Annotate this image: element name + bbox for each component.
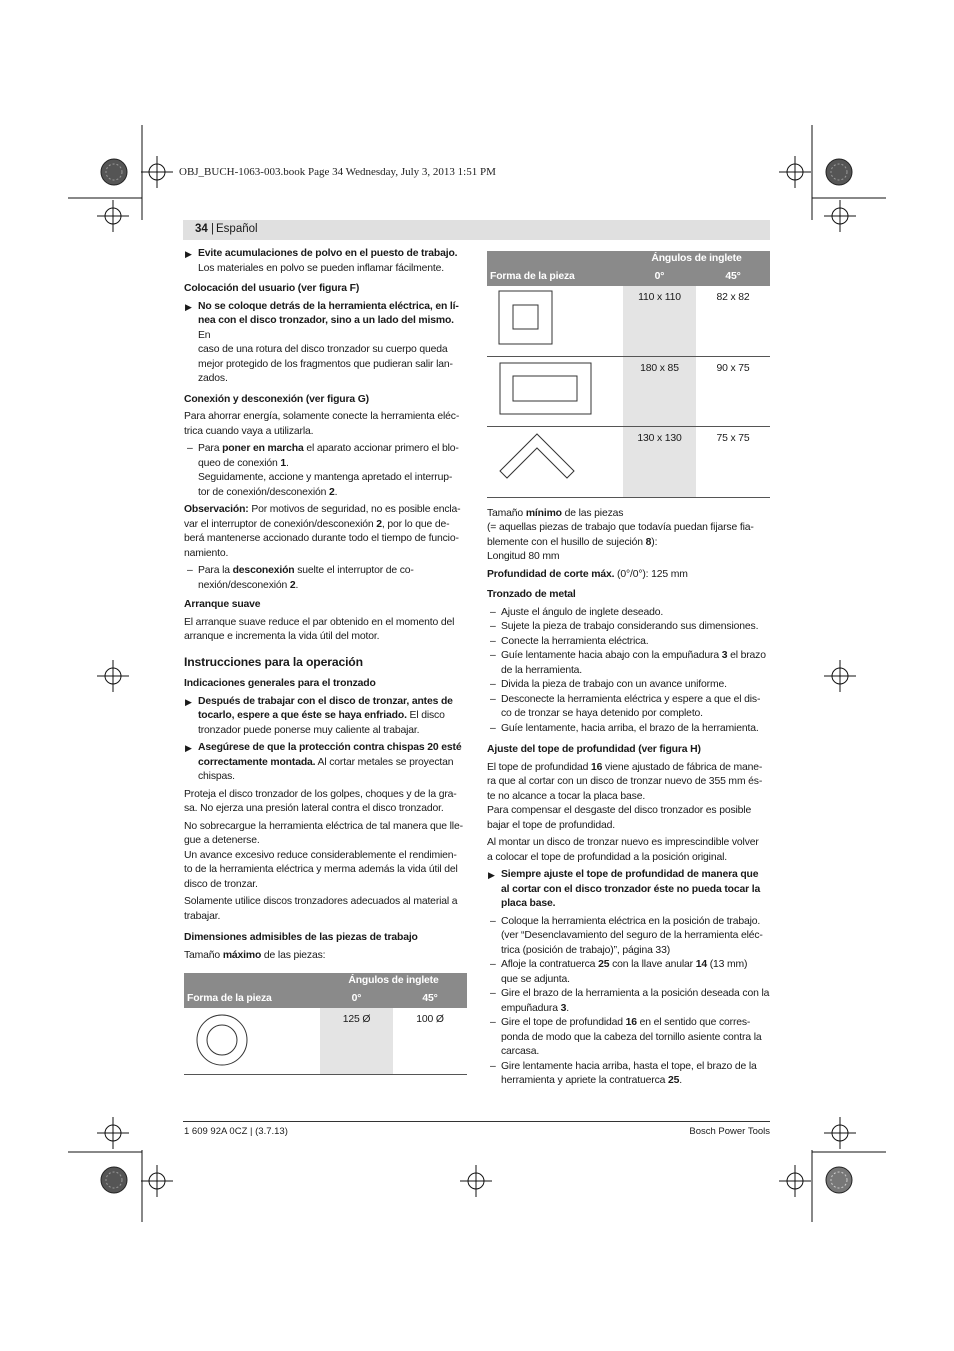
list-item: – Guíe lentamente, hacia arriba, el brazo de la herramienta. — [490, 722, 759, 734]
list-item: – Guíe lentamente hacia abajo con la empuñadura 3 el brazo de la herramienta. — [490, 650, 766, 676]
table-header-shape: Forma de la pieza — [184, 990, 320, 1008]
footer-divider — [183, 1121, 770, 1122]
paragraph-ahorrar: Para ahorrar energía, solamente conecte la herramienta eléc- trica cuando vaya a utilizarla. — [184, 411, 460, 437]
table-header-45: 45° — [696, 268, 770, 286]
triangle-bullet-icon: ▶ — [185, 301, 192, 312]
heading-ajuste-tope: Ajuste del tope de profundidad (ver figura H) — [487, 744, 701, 755]
right-column — [487, 251, 770, 1089]
paragraph-arranque: El arranque suave reduce el par obtenido en el momento del arranque e incrementa la vida útil del motor. — [184, 616, 455, 642]
table-header-shape: Forma de la pieza — [487, 268, 623, 286]
step-desconexion: – Para la desconexión suelte el interruptor de co- nexión/desconexión 2. — [187, 565, 414, 591]
value-45: 90 x 75 — [696, 356, 770, 427]
table-min-dimensions — [487, 251, 770, 498]
triangle-bullet-icon: ▶ — [185, 249, 192, 259]
rectangle-icon — [487, 357, 623, 421]
table-row — [487, 427, 770, 498]
paragraph-tamano-minimo: Tamaño mínimo de las piezas (= aquellas piezas de trabajo que todavía puedan fijarse fia- blemente con el husillo de sujeción 8): Longitud 80 mm — [487, 507, 754, 562]
triangle-bullet-icon: ▶ — [185, 743, 192, 753]
table-header-0: 0° — [320, 990, 393, 1008]
list-item: – Conecte la herramienta eléctrica. — [490, 635, 649, 647]
paragraph-observacion: Observación: Por motivos de seguridad, no es posible encla- var el interruptor de conexión/desconexión 2, por lo que de- berá mantenerse accionado durante todo el tiempo de funcio- namiento. — [184, 504, 461, 559]
angle-profile-icon — [487, 427, 623, 491]
paragraph-no-sobrecargue: No sobrecargue la herramienta eléctrica de tal manera que lle- gue a detenerse. Un avance excesivo reduce considerablemente el rendimien- to de la herramienta eléctrica y merma además la vida útil del disco de tronzar. — [184, 820, 463, 890]
paragraph-tope: El tope de profundidad 16 viene ajustado de fábrica de mane- ra que al cortar con un disco de tronzar nuevo de 355 mm és- te no alcance a tocar la placa base. Para compensar el desgaste del disco tronzador es posible bajar el tope de profundidad. — [487, 761, 763, 831]
list-item: – Ajuste el ángulo de inglete deseado. — [490, 606, 664, 618]
left-column — [184, 247, 467, 1075]
table-header-45: 45° — [393, 990, 467, 1008]
step-poner-marcha: – Para poner en marcha el aparato accionar primero el blo- queo de conexión 1. Seguidamente, accione y mantenga apretado el interrup- tor de conexión/desconexión 2. — [187, 443, 459, 498]
value-0: 180 x 85 — [623, 356, 696, 427]
list-item: – Gire el brazo de la herramienta a la posición deseada con la empuñadura 3. — [490, 988, 770, 1014]
triangle-bullet-icon: ▶ — [185, 696, 192, 707]
warning-position: ▶ No se coloque detrás de la herramienta eléctrica, en lí- nea con el disco tronzador, sino a un lado del mismo. En caso de una rotura del disco tronzador su cuerpo queda mejor protegido de los fragmentos que pudieran salir lan- zados. — [185, 300, 459, 384]
list-item: – Coloque la herramienta eléctrica en la posición de trabajo. (ver “Desenclavamiento del seguro de la herramienta eléc- trica (posición de trabajo)”, página 33) — [490, 915, 763, 956]
footer-brand: Bosch Power Tools — [689, 1126, 770, 1137]
shape-cell — [184, 1008, 320, 1074]
header-separator: | — [211, 223, 214, 235]
paragraph-proteja: Proteja el disco tronzador de los golpes, choques y de la gra- sa. No ejerza una presión lateral contra el disco tronzador. — [184, 788, 457, 814]
paragraph-tamano-maximo: Tamaño máximo de las piezas: — [184, 949, 326, 961]
list-item: – Gire el tope de profundidad 16 en el sentido que corres- ponda de modo que la cabeza del tornillo asiente contra la carcasa. — [490, 1017, 762, 1057]
list-item: – Divida la pieza de trabajo con un avance uniforme. — [490, 679, 727, 690]
warning-hot-disc: ▶ Después de trabajar con el disco de tronzar, antes de tocarlo, espere a que éste se haya enfriado. El disco tronzador puede ponerse muy caliente al trabajar. — [185, 695, 453, 736]
list-item: – Gire lentamente hacia arriba, hasta el tope, el brazo de la herramienta y apriete la contratuerca 25. — [490, 1060, 757, 1086]
list-item: – Sujete la pieza de trabajo considerando sus dimensiones. — [490, 621, 759, 632]
list-item: – Afloje la contratuerca 25 con la llave anular 14 (13 mm) que se adjunta. — [490, 959, 748, 985]
warning-tope: ▶ Siempre ajuste el tope de profundidad de manera que al cortar con el disco tronzador éste no pueda tocar la placa base. — [488, 869, 761, 909]
heading-indicaciones: Indicaciones generales para el tronzado — [184, 678, 376, 689]
table-row — [184, 1008, 467, 1074]
paragraph-profundidad: Profundidad de corte máx. (0°/0°): 125 mm — [487, 568, 688, 580]
list-item: – Desconecte la herramienta eléctrica y espere a que el dis- co de tronzar se haya detenido por completo. — [490, 693, 761, 719]
table-group-header: Ángulos de inglete — [320, 973, 467, 990]
print-info: OBJ_BUCH-1063-003.book Page 34 Wednesday, July 3, 2013 1:51 PM — [179, 166, 496, 178]
heading-colocacion: Colocación del usuario (ver figura F) — [184, 283, 360, 294]
table-max-dimensions — [184, 973, 467, 1075]
square-icon — [487, 286, 623, 350]
heading-tronzado-metal: Tronzado de metal — [487, 589, 576, 600]
value-0: 125 Ø — [320, 1008, 393, 1074]
page-number: 34 — [195, 223, 208, 235]
table-row — [487, 286, 770, 356]
heading-conexion: Conexión y desconexión (ver figura G) — [184, 393, 369, 405]
warning-spark-guard: ▶ Asegúrese de que la protección contra chispas 20 esté correctamente montada. Al cortar metales se proyectan chispas. — [185, 742, 462, 782]
warning-dust: ▶ Evite acumulaciones de polvo en el puesto de trabajo. Los materiales en polvo se pueden inflamar fácilmente. — [185, 248, 458, 274]
value-0: 130 x 130 — [623, 427, 696, 498]
table-group-header: Ángulos de inglete — [623, 251, 770, 268]
value-45: 100 Ø — [393, 1008, 467, 1074]
heading-instrucciones: Instrucciones para la operación — [184, 654, 363, 669]
value-45: 75 x 75 — [696, 427, 770, 498]
value-45: 82 x 82 — [696, 286, 770, 356]
circle-icon — [184, 1008, 320, 1068]
registration-mark — [141, 156, 173, 188]
paragraph-montar: Al montar un disco de tronzar nuevo es imprescindible volver a colocar el tope de profundidad a la posición original. — [487, 837, 759, 863]
table-header-0: 0° — [623, 268, 696, 286]
header-language: Español — [216, 223, 258, 235]
triangle-bullet-icon: ▶ — [488, 870, 495, 880]
footer-doc-number: 1 609 92A 0CZ | (3.7.13) — [184, 1126, 288, 1137]
heading-arranque: Arranque suave — [184, 599, 261, 610]
table-row — [487, 356, 770, 427]
page-header — [183, 220, 770, 240]
heading-dimensiones: Dimensiones admisibles de las piezas de trabajo — [184, 932, 418, 943]
paragraph-solamente: Solamente utilice discos tronzadores adecuados al material a trabajar. — [184, 896, 458, 922]
value-0: 110 x 110 — [623, 286, 696, 356]
